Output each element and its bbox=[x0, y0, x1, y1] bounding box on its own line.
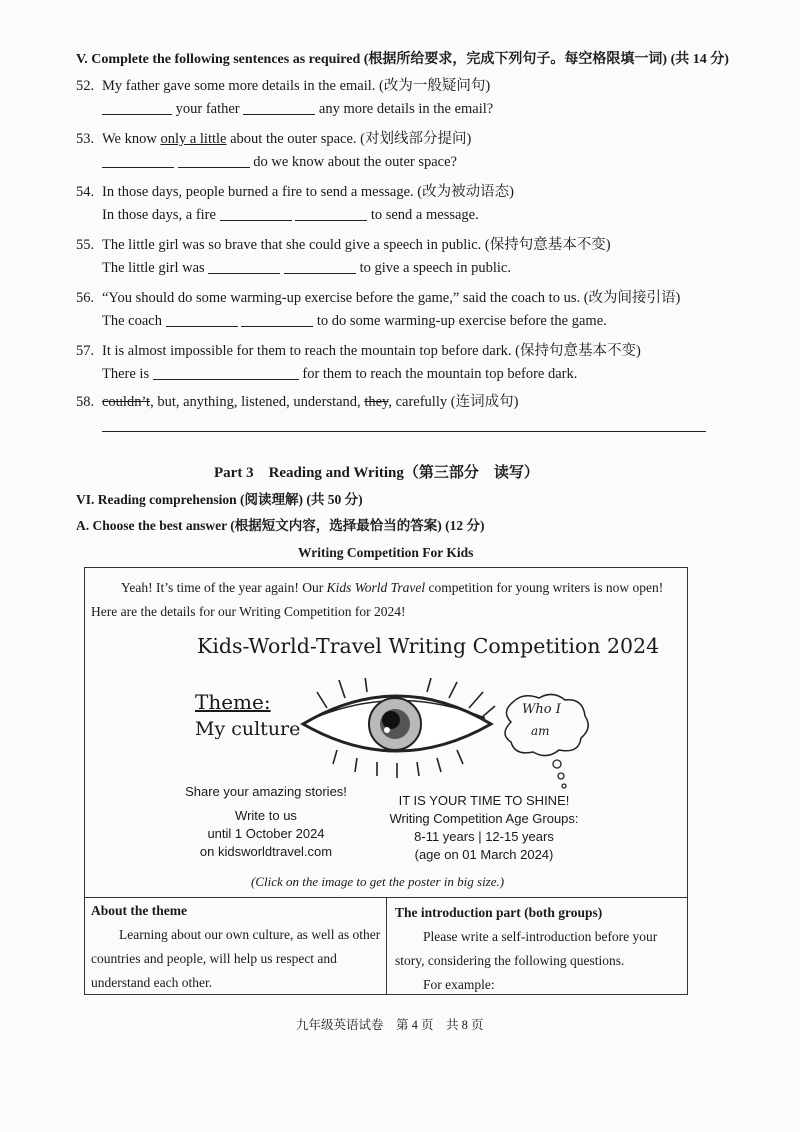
passage-box bbox=[84, 567, 688, 995]
intro-line-2: Here are the details for our Writing Competition for 2024! bbox=[91, 604, 406, 619]
answer-blank[interactable] bbox=[295, 206, 367, 221]
answer-line-58[interactable] bbox=[102, 431, 706, 432]
question-number: 52. bbox=[76, 78, 95, 94]
poster-headline: Kids-World-Travel Writing Competition 2024 bbox=[197, 634, 660, 658]
poster-age-groups: 8-11 years | 12-15 years bbox=[414, 829, 554, 844]
poster-website: on kidsworldtravel.com bbox=[199, 844, 333, 859]
answer-text: to do some warming-up exercise before the game. bbox=[316, 313, 607, 329]
theme-label: Theme: bbox=[195, 690, 271, 714]
question-56 bbox=[76, 286, 680, 307]
answer-line-57 bbox=[102, 365, 577, 383]
theme-value: My culture bbox=[195, 718, 301, 740]
answer-blank[interactable] bbox=[241, 312, 313, 327]
cell-body: Learning about our own culture, as well as other countries and people, will help us respect and understand each other. bbox=[91, 927, 381, 990]
question-number: 57. bbox=[76, 343, 95, 359]
question-55 bbox=[76, 233, 611, 254]
poster-text: Write to us bbox=[235, 808, 297, 823]
question-text: It is almost impossible for them to reach the mountain top before dark. (保持句意基本不变) bbox=[102, 343, 641, 359]
intro-italic: Kids World Travel bbox=[326, 580, 426, 595]
question-text: In those days, people burned a fire to send a message. (改为被动语态) bbox=[102, 184, 514, 200]
question-52 bbox=[76, 74, 490, 95]
question-number: 53. bbox=[76, 131, 95, 147]
bubble-text-2: am bbox=[531, 724, 550, 738]
poster-caption: (Click on the image to get the poster in big size.) bbox=[251, 874, 505, 889]
cell-body: Please write a self-introduction before your story, considering the following questions. bbox=[395, 929, 658, 968]
answer-line-52 bbox=[102, 100, 493, 118]
answer-line-56 bbox=[102, 312, 607, 330]
answer-text: for them to reach the mountain top before dark. bbox=[302, 366, 578, 382]
cell-heading: About the theme bbox=[91, 903, 187, 918]
cell-heading: The introduction part (both groups) bbox=[395, 905, 603, 920]
passage-title: Writing Competition For Kids bbox=[298, 545, 474, 560]
question-text: The little girl was so brave that she could give a speech in public. (保持句意基本不变) bbox=[102, 237, 611, 253]
question-58 bbox=[76, 390, 518, 411]
answer-text: There is bbox=[102, 366, 150, 382]
poster-text: Writing Competition Age Groups: bbox=[389, 811, 579, 826]
question-57 bbox=[76, 339, 641, 360]
poster-deadline: until 1 October 2024 bbox=[207, 826, 325, 841]
question-number: 58. bbox=[76, 394, 95, 410]
competition-poster[interactable] bbox=[85, 568, 687, 897]
struck-word: they bbox=[364, 394, 389, 410]
question-text: , carefully (连词成句) bbox=[388, 394, 519, 410]
answer-blank[interactable] bbox=[102, 100, 172, 115]
answer-blank[interactable] bbox=[220, 206, 292, 221]
about-theme-cell bbox=[91, 899, 383, 995]
answer-blank[interactable] bbox=[208, 259, 280, 274]
question-number: 55. bbox=[76, 237, 95, 253]
question-text: about the outer space. (对划线部分提问) bbox=[226, 131, 472, 147]
answer-text: do we know about the outer space? bbox=[253, 154, 457, 170]
answer-text: In those days, a fire bbox=[102, 207, 216, 223]
struck-word: couldn’t bbox=[102, 394, 151, 410]
answer-line-55 bbox=[102, 259, 511, 277]
answer-blank[interactable] bbox=[166, 312, 238, 327]
poster-text: (age on 01 March 2024) bbox=[414, 847, 554, 862]
answer-line-53 bbox=[102, 153, 457, 171]
table-column-divider bbox=[386, 897, 387, 994]
poster-tagline: Share your amazing stories! bbox=[185, 784, 347, 799]
section-vi-heading: VI. Reading comprehension (阅读理解) (共 50 分) bbox=[76, 492, 363, 507]
answer-text: your father bbox=[175, 101, 240, 117]
answer-blank[interactable] bbox=[102, 153, 174, 168]
underlined-phrase: only a little bbox=[160, 131, 227, 147]
question-text: “You should do some warming-up exercise before the game,” said the coach to us. (改为间接引语) bbox=[102, 290, 681, 306]
answer-blank[interactable] bbox=[178, 153, 250, 168]
question-54 bbox=[76, 180, 514, 201]
question-text: , but, anything, listened, understand, bbox=[150, 394, 365, 410]
intro-text: competition for young writers is now open! bbox=[425, 580, 664, 595]
answer-text: to send a message. bbox=[370, 207, 479, 223]
answer-line-54 bbox=[102, 206, 479, 224]
answer-blank[interactable] bbox=[243, 100, 315, 115]
question-text: My father gave some more details in the email. (改为一般疑问句) bbox=[102, 78, 491, 94]
poster-left-column bbox=[161, 783, 371, 861]
answer-blank[interactable] bbox=[284, 259, 356, 274]
cell-example: For example: bbox=[423, 977, 495, 992]
question-text: We know bbox=[102, 131, 161, 147]
section-v-heading: V. Complete the following sentences as required (根据所给要求，完成下列句子。每空格限填一词) (共 14 分) bbox=[76, 52, 729, 67]
eye-icon bbox=[297, 678, 497, 782]
answer-text: any more details in the email? bbox=[318, 101, 494, 117]
question-number: 56. bbox=[76, 290, 95, 306]
introduction-cell bbox=[395, 901, 683, 997]
poster-right-column bbox=[373, 792, 595, 864]
answer-blank[interactable] bbox=[153, 365, 299, 380]
section-a-heading: A. Choose the best answer (根据短文内容，选择最恰当的答案) (12 分) bbox=[76, 518, 485, 533]
answer-text: The coach bbox=[102, 313, 162, 329]
question-number: 54. bbox=[76, 184, 95, 200]
question-53 bbox=[76, 127, 471, 148]
answer-text: to give a speech in public. bbox=[359, 260, 511, 276]
page-footer: 九年级英语试卷 第 4 页 共 8 页 bbox=[296, 1018, 484, 1032]
part-3-title: Part 3 Reading and Writing（第三部分 读写） bbox=[214, 465, 539, 481]
poster-slogan: IT IS YOUR TIME TO SHINE! bbox=[398, 793, 570, 808]
bubble-text-1: Who I bbox=[522, 702, 561, 717]
answer-text: The little girl was bbox=[102, 260, 205, 276]
intro-text: Yeah! It’s time of the year again! Our bbox=[121, 580, 327, 595]
intro-line-1 bbox=[121, 580, 663, 596]
